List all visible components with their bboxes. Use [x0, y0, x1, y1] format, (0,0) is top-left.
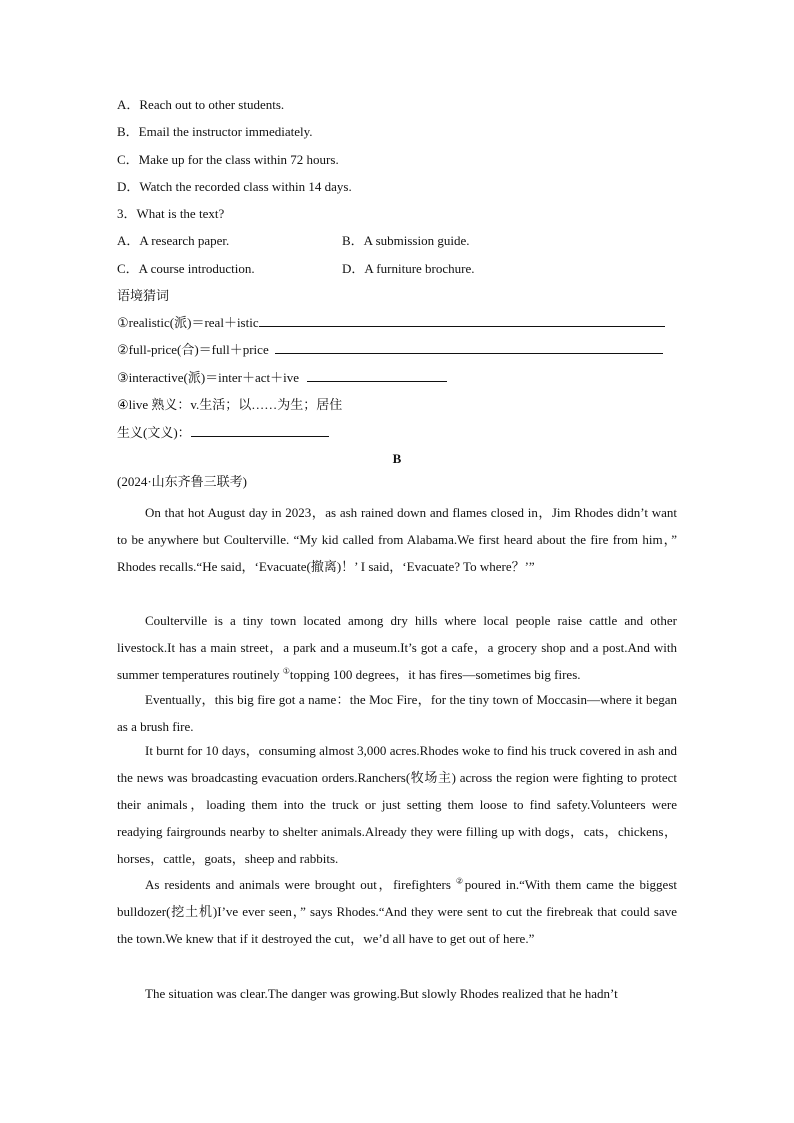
passage-paragraph-4: It burnt for 10 days，consuming almost 3,000 acres.Rhodes woke to find his truck covered in ash and the news was broadcasting evacuation orders.Ranchers(牧场主) across the region were fighting to protect their animals，loading them into the truck or just setting them loose to find safety.Volunteers were readying fairgrounds nearby to shelter animals.Already they were filling up with dogs，cats，chickens，horses，cattle，goats，sheep and rabbits. — [117, 743, 677, 866]
q3-option-b: B．A submission guide. — [342, 233, 470, 248]
question-3-stem: 3．What is the text? — [117, 206, 225, 221]
answer-blank-4[interactable] — [191, 424, 329, 437]
vocab-title: 语境猜词 — [117, 288, 170, 303]
vocab-item-3-text: ③interactive(派)＝inter＋act＋ive — [117, 370, 300, 385]
vocab-item-5 — [117, 424, 677, 442]
q3-option-d: D．A furniture brochure. — [342, 261, 475, 276]
vocab-item-2 — [117, 341, 677, 359]
annotation-mark-1: ① — [282, 666, 290, 676]
p5-text-b: poured in.“With them came the biggest bulldozer(挖土机)I’ve ever seen，” says Rhodes.“And they were sent to cut the firebreak that could save the town.We knew that if it destroyed the cut，we’d all have to get out of here.” — [117, 877, 677, 946]
passage-paragraph-6: The situation was clear.The danger was growing.But slowly Rhodes realized that he hadn’t — [145, 986, 618, 1001]
passage-paragraph-2 — [117, 607, 677, 688]
answer-blank-1[interactable] — [259, 314, 665, 327]
vocab-item-1 — [117, 314, 677, 332]
answer-blank-2[interactable] — [275, 341, 663, 354]
vocab-item-2-text: ②full-price(合)＝full＋price — [117, 342, 269, 357]
p5-text-a: As residents and animals were brought out，firefighters — [145, 877, 456, 892]
annotation-mark-2: ② — [455, 876, 465, 886]
passage-paragraph-1: On that hot August day in 2023，as ash rained down and flames closed in，Jim Rhodes didn’t want to be anywhere but Coulterville. “My kid called from Alabama.We first heard about the fire from him，” Rhodes recalls.“He said，‘Evacuate(撤离)！’ I said，‘Evacuate? To where？’” — [117, 505, 677, 574]
passage-source: (2024·山东齐鲁三联考) — [117, 474, 247, 489]
p2-text-a: Coulterville is a tiny town located among dry hills where local people raise cattle and other livestock.It has a main street，a park and a museum.It’s got a cafe，a grocery shop and a post.And with summer temperatures routinely — [117, 613, 678, 682]
option-a: A．Reach out to other students. — [117, 97, 285, 112]
q3-option-c: C．A course introduction. — [117, 261, 255, 276]
vocab-item-1-text: ①realistic(派)＝real＋istic — [117, 315, 259, 330]
section-label: B — [392, 451, 402, 466]
answer-blank-3[interactable] — [307, 369, 447, 382]
q3-option-a: A．A research paper. — [117, 233, 230, 248]
option-c: C．Make up for the class within 72 hours. — [117, 152, 339, 167]
vocab-item-5-text: 生义(文义)： — [117, 425, 191, 440]
p2-text-b: topping 100 degrees，it has fires—sometimes big fires. — [289, 667, 581, 682]
passage-paragraph-3: Eventually，this big fire got a name：the Moc Fire，for the tiny town of Moccasin—where it began as a brush fire. — [117, 692, 677, 734]
option-b: B．Email the instructor immediately. — [117, 124, 313, 139]
vocab-item-3 — [117, 369, 677, 387]
vocab-item-4: ④live 熟义：v.生活；以……为生；居住 — [117, 397, 343, 412]
option-d: D．Watch the recorded class within 14 days. — [117, 179, 352, 194]
passage-paragraph-5 — [117, 871, 677, 952]
